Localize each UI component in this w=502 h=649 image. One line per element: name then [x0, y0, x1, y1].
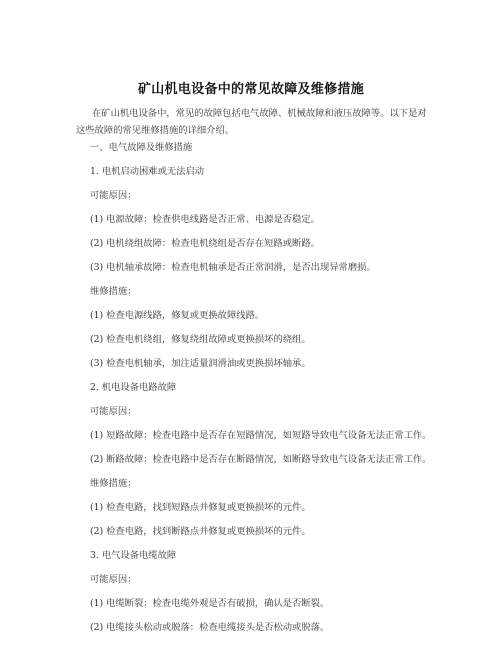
label-causes: 可能原因：	[90, 190, 137, 201]
label-measures: 维修措施：	[90, 286, 137, 297]
label-measures: 维修措施：	[90, 478, 137, 489]
subsection-heading: 1. 电机启动困难或无法启动	[90, 166, 205, 177]
list-item: (1) 电缆断裂：检查电缆外观是否有破损，确认是否断裂。	[90, 598, 330, 609]
label-causes: 可能原因：	[90, 574, 137, 585]
list-item: (1) 电源故障：检查供电线路是否正常、电源是否稳定。	[90, 214, 320, 225]
list-item: (2) 断路故障：检查电路中是否存在断路情况，如断路导致电气设备无法正常工作。	[90, 454, 432, 465]
subsection-heading: 2. 机电设备电路故障	[90, 382, 177, 393]
list-item: (1) 检查电源线路，修复或更换故障线路。	[90, 310, 265, 321]
list-item: (3) 检查电机轴承，加注适量润滑油或更换损坏轴承。	[90, 358, 311, 369]
list-item: (2) 检查电路，找到断路点并修复或更换损坏的元件。	[90, 526, 311, 537]
list-item: (2) 电机绕组故障：检查电机绕组是否存在短路或断路。	[90, 238, 320, 249]
list-item: (2) 检查电机绕组，修复绕组故障或更换损坏的绕组。	[90, 334, 311, 345]
intro-paragraph: 在矿山机电设备中，常见的故障包括电气故障、机械故障和液压故障等。以下是对这些故障的常见维修措施的详细介绍。	[76, 108, 427, 136]
subsection-heading: 3. 电气设备电缆故障	[90, 550, 177, 561]
list-item: (3) 电机轴承故障：检查电机轴承是否正常润滑，是否出现异常磨损。	[90, 262, 376, 273]
label-causes: 可能原因：	[90, 406, 137, 417]
list-item: (1) 短路故障：检查电路中是否存在短路情况，如短路导致电气设备无法正常工作。	[90, 430, 432, 441]
section-heading: 一、电气故障及维修措施	[90, 142, 193, 153]
list-item: (1) 检查电路，找到短路点并修复或更换损坏的元件。	[90, 502, 311, 513]
list-item: (2) 电缆接头松动或脱落：检查电缆接头是否松动或脱落。	[90, 622, 330, 633]
document-title: 矿山机电设备中的常见故障及维修措施	[137, 82, 365, 97]
